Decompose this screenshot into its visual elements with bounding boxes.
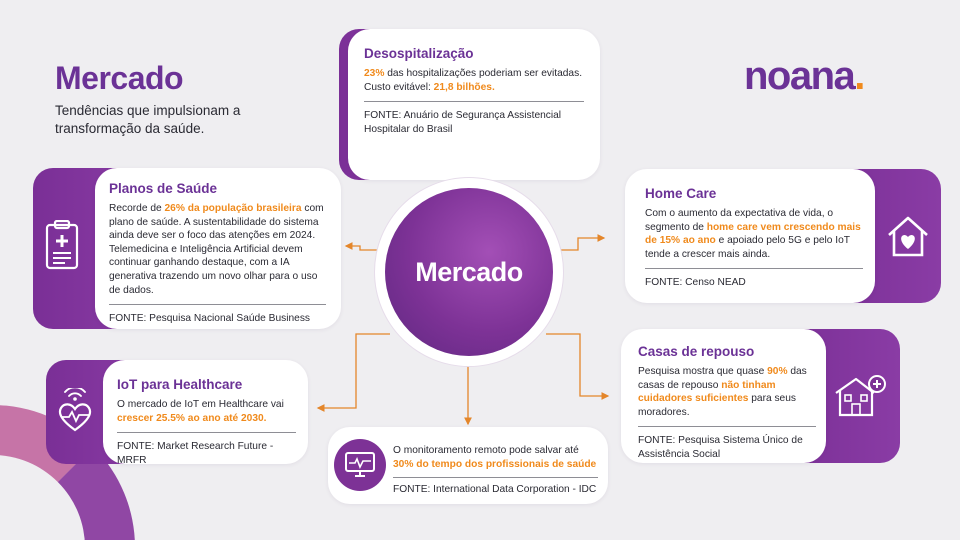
logo-dot: .	[854, 54, 864, 98]
body-text: O monitoramento remoto pode salvar até	[393, 445, 579, 456]
card-divider	[109, 304, 326, 305]
card-desospitalizacao	[348, 29, 600, 180]
card-body	[393, 444, 598, 471]
monitor-pulse-icon	[345, 452, 375, 478]
body-text: das hospitalizações poderiam ser evitadas. Custo evitável:	[364, 68, 583, 93]
logo-text: noana	[744, 54, 855, 98]
card-iot-healthcare	[103, 360, 308, 464]
card-body	[638, 365, 816, 419]
monitoramento-text	[393, 444, 598, 497]
card-source: FONTE: Pesquisa Sistema Único de Assistência Social	[638, 435, 803, 460]
card-divider	[393, 477, 598, 478]
card-title: Planos de Saúde	[109, 181, 218, 196]
body-text: para seus moradores.	[638, 393, 796, 418]
care-home-icon	[834, 373, 888, 417]
card-divider	[364, 101, 584, 102]
card-body	[117, 398, 296, 425]
card-source: FONTE: Anuário de Segurança Assistencial Hospitalar do Brasil	[364, 110, 562, 135]
card-title: Desospitalização	[364, 46, 474, 61]
house-heart-icon	[885, 214, 931, 258]
body-text: O mercado de IoT em Healthcare vai	[117, 399, 284, 410]
clipboard-medical-icon	[45, 220, 79, 270]
card-divider	[645, 268, 863, 269]
highlight-text: 21,8 bilhões.	[433, 81, 495, 93]
card-body	[109, 202, 326, 297]
center-hub	[385, 188, 553, 356]
card-divider	[638, 426, 816, 427]
card-monitoramento	[328, 427, 608, 504]
highlight-text: home care vem crescendo mais de 15% ao ano	[645, 221, 861, 247]
card-planos-de-saude	[95, 168, 341, 329]
card-title: Casas de repouso	[638, 344, 755, 359]
body-text: das casas de repouso	[638, 366, 807, 391]
card-source: FONTE: Market Research Future - MRFR	[117, 441, 274, 466]
card-divider	[117, 432, 296, 433]
card-source: FONTE: Censo NEAD	[645, 277, 746, 289]
card-body	[645, 207, 863, 261]
highlight-text: 23%	[364, 68, 385, 79]
card-home-care	[625, 169, 875, 303]
body-text: Com o aumento da expectativa de vida, o segmento de	[645, 208, 834, 233]
body-text: com plano de saúde. A sustentabilidade do sistema ainda deve ser o foco das atenções em 2024. Telemedicina e Inteligência Artificial devem continuar ganhando destaque, com a IA generativa trazendo um novo olhar para o uso de dados.	[109, 203, 324, 296]
heart-signal-icon	[55, 388, 95, 432]
body-text: e apoiado pelo 5G e pelo IoT tende a crescer mais ainda.	[645, 235, 850, 260]
monitoramento-icon-holder	[328, 427, 386, 504]
highlight-text: 90%	[767, 366, 788, 377]
card-source: FONTE: Pesquisa Nacional Saúde Business	[109, 313, 311, 325]
body-text: Recorde de	[109, 203, 165, 214]
card-body	[364, 67, 584, 94]
card-casas-de-repouso	[621, 329, 826, 463]
card-source: FONTE: International Data Corporation - IDC	[393, 484, 597, 496]
highlight-text: não tinham cuidadores suficientes	[638, 379, 776, 405]
highlight-text: 26% da população brasileira	[164, 203, 302, 214]
highlight-text: 30% do tempo dos profissionais de saúde	[393, 458, 597, 470]
card-title: Home Care	[645, 186, 717, 201]
card-title: IoT para Healthcare	[117, 377, 243, 392]
page-subtitle: Tendências que impulsionam a transformação da saúde.	[55, 103, 241, 136]
center-label: Mercado	[415, 256, 523, 287]
page-title: Mercado	[55, 60, 184, 96]
body-text: Pesquisa mostra que quase	[638, 366, 768, 377]
highlight-text: crescer 25.5% ao ano até 2030.	[117, 412, 267, 424]
